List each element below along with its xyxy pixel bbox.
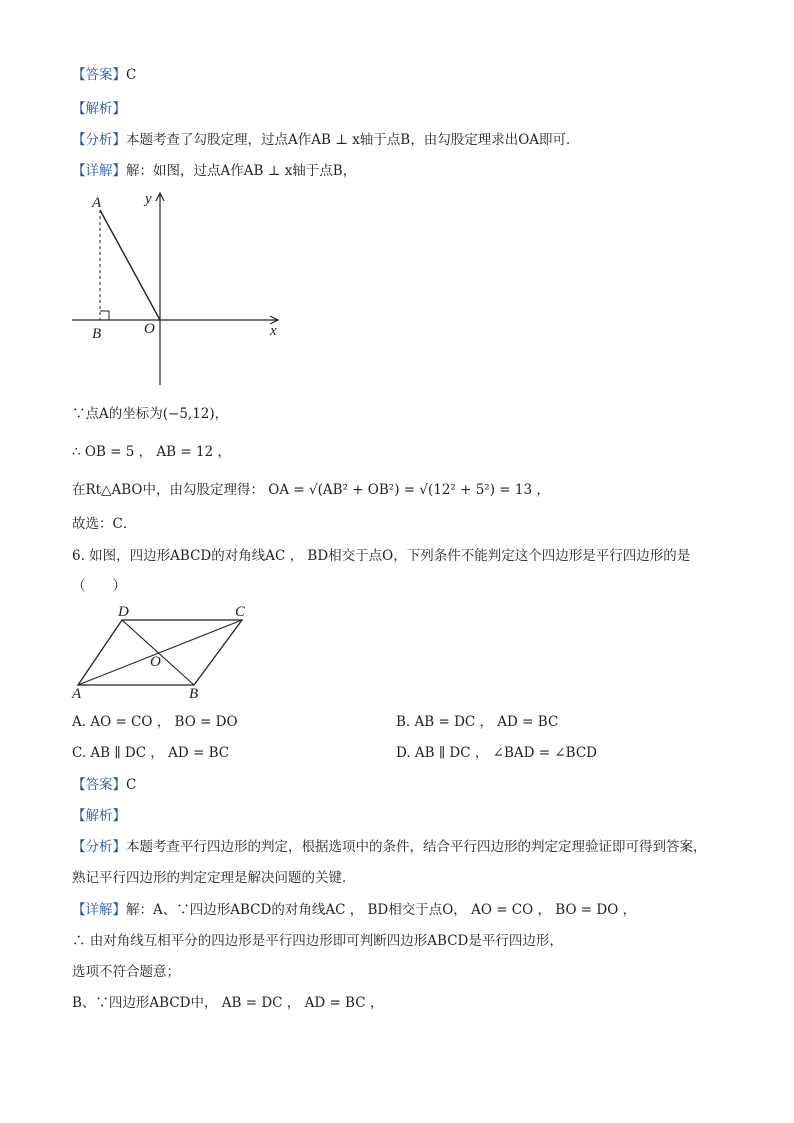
q5-step3: 在Rt△ABO中，由勾股定理得： OA = √(AB² + OB²) = √(12² + 5²) = 13 ， xyxy=(72,482,550,498)
q6-line3: 选项不符合题意； xyxy=(72,964,180,980)
label-o: O xyxy=(150,654,161,670)
label-y: y xyxy=(145,191,152,207)
q5-conclusion: 故选：C． xyxy=(72,516,137,532)
xiangjie-text: 解：A、∵四边形ABCD的对角线AC ， BD相交于点O， AO = CO ， BO = DO ， xyxy=(126,902,637,918)
answer-tag: 【答案】 xyxy=(72,67,126,83)
q6-answer-line xyxy=(72,776,136,794)
fenxi-tag: 【分析】 xyxy=(72,839,126,855)
label-b: B xyxy=(92,326,102,342)
answer-tag: 【答案】 xyxy=(72,777,126,793)
label-a: A xyxy=(72,686,82,702)
q5-answer-line xyxy=(72,66,136,84)
q6-fenxi-line xyxy=(72,838,707,856)
fenxi-text: 本题考查平行四边形的判定，根据选项中的条件，结合平行四边形的判定定理验证即可得到答案， xyxy=(126,839,707,855)
xiangjie-tag: 【详解】 xyxy=(72,902,126,918)
q5-fenxi-line xyxy=(72,131,580,149)
fenxi-text: 本题考查了勾股定理，过点A作AB ⊥ x轴于点B，由勾股定理求出OA即可． xyxy=(126,132,580,148)
label-b: B xyxy=(189,686,199,702)
q6-question: 6. 如图，四边形ABCD的对角线AC ， BD相交于点O，下列条件不能判定这个四边形是平行四边形的是 xyxy=(72,548,691,564)
answer-value: C xyxy=(126,777,137,793)
q6-xiangjie-line xyxy=(72,901,636,919)
q6-line2: ∴ 由对角线互相平分的四边形是平行四边形即可判断四边形ABCD是平行四边形， xyxy=(72,933,563,949)
option-a: A. AO = CO ， BO = DO xyxy=(72,714,238,730)
q6-paren: （ ） xyxy=(72,578,126,594)
option-b: B. AB = DC ， AD = BC xyxy=(396,714,559,730)
q5-step2: ∴ OB = 5 ， AB = 12 ， xyxy=(72,444,231,460)
option-d: D. AB ∥ DC ， ∠BAD = ∠BCD xyxy=(396,745,597,761)
q5-analysis-tag xyxy=(72,100,126,118)
parallelogram-figure xyxy=(64,600,264,705)
q5-xiangjie-line xyxy=(72,162,356,180)
label-a: A xyxy=(92,195,102,211)
answer-value: C xyxy=(126,67,137,83)
label-c: C xyxy=(235,604,246,620)
option-c: C. AB ∥ DC ， AD = BC xyxy=(72,745,230,761)
q5-step1: ∵点A的坐标为(−5,12)， xyxy=(72,406,229,422)
xiangjie-text: 解：如图，过点A作AB ⊥ x轴于点B， xyxy=(126,163,357,179)
label-x: x xyxy=(270,323,277,339)
analysis-tag: 【解析】 xyxy=(72,101,126,117)
fenxi-tag: 【分析】 xyxy=(72,132,126,148)
label-d: D xyxy=(118,604,129,620)
q6-analysis-tag xyxy=(72,807,126,825)
coordinate-figure xyxy=(60,185,300,395)
q6-fenxi-line2: 熟记平行四边形的判定定理是解决问题的关键． xyxy=(72,870,356,886)
xiangjie-tag: 【详解】 xyxy=(72,163,126,179)
analysis-tag: 【解析】 xyxy=(72,808,126,824)
q6-line4: B、∵四边形ABCD中， AB = DC ， AD = BC ， xyxy=(72,995,384,1011)
label-o: O xyxy=(144,321,155,337)
